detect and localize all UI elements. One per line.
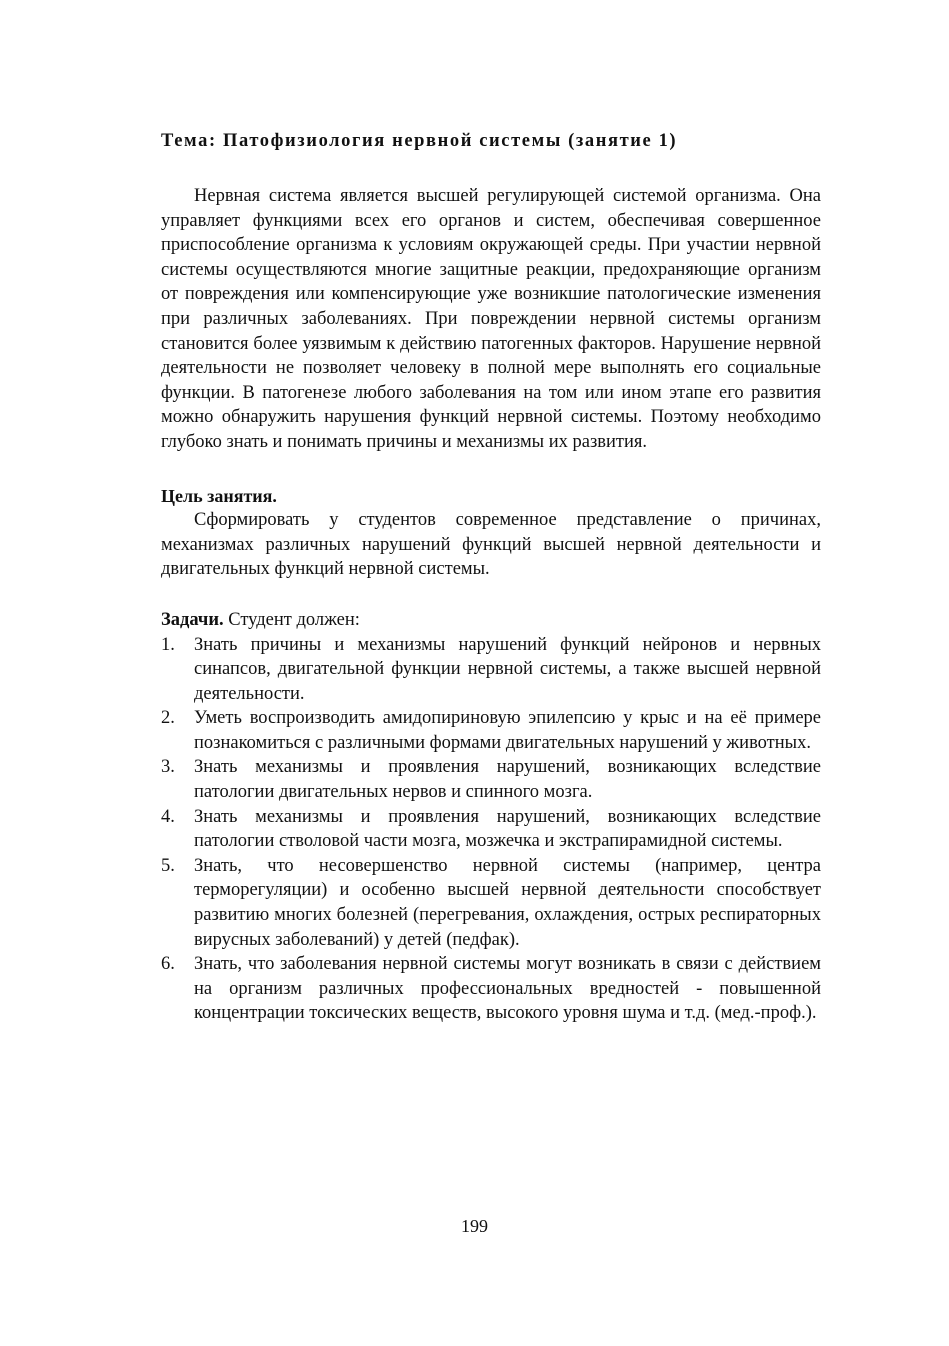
task-number: 6. bbox=[161, 954, 175, 975]
task-number: 3. bbox=[161, 757, 175, 778]
tasks-subheading: Студент должен: bbox=[228, 609, 360, 630]
tasks-list bbox=[161, 633, 821, 1027]
task-number: 2. bbox=[161, 708, 175, 729]
task-text: Знать, что несовершенство нервной системы (например, центра терморегуляции) и особенно высшей нервной деятельности способствует развитию многих болезней (перегревания, охлаждения, острых респираторных вирусных заболеваний) у детей (педфак). bbox=[194, 855, 821, 950]
task-item bbox=[161, 755, 821, 804]
task-item bbox=[161, 952, 821, 1026]
task-item bbox=[161, 633, 821, 707]
goal-heading: Цель занятия. bbox=[161, 485, 277, 506]
task-text: Знать, что заболевания нервной системы могут возникать в связи с действием на организм различных профессиональных вредностей - повышенной концентрации токсических веществ, высокого уровня шума и т.д. (мед.-проф.). bbox=[194, 954, 821, 1024]
task-item bbox=[161, 854, 821, 952]
page-title: Тема: Патофизиология нервной системы (занятие 1) bbox=[161, 131, 678, 151]
page-content bbox=[161, 128, 821, 1026]
task-number: 1. bbox=[161, 634, 175, 655]
task-number: 5. bbox=[161, 855, 175, 876]
task-number: 4. bbox=[161, 806, 175, 827]
page-number: 199 bbox=[461, 1216, 488, 1236]
task-item bbox=[161, 805, 821, 854]
tasks-heading bbox=[161, 608, 821, 633]
intro-paragraph: Нервная система является высшей регулирующей системой организма. Она управляет функциями всех его органов и систем, обеспечивая совершенное приспособление организма к условиям окружающей среды. При участии нервной системы осуществляются многие защитные реакции, предохраняющие организм от повреждения или компенсирующие уже возникшие патологические изменения при различных заболеваниях. При повреждении нервной системы организм становится более уязвимым к действию патогенных факторов. Нарушение нервной деятельности не позволяет человеку в полной мере выполнять его социальные функции. В патогенезе любого заболевания на том или ином этапе его развития можно обнаружить нарушения функций нервной системы. Поэтому необходимо глубоко знать и понимать причины и механизмы их развития. bbox=[161, 186, 821, 452]
task-text: Знать механизмы и проявления нарушений, возникающих вследствие патологии стволовой части мозга, мозжечка и экстрапирамидной системы. bbox=[194, 806, 821, 852]
task-text: Знать механизмы и проявления нарушений, возникающих вследствие патологии двигательных нервов и спинного мозга. bbox=[194, 757, 821, 803]
task-item bbox=[161, 706, 821, 755]
task-text: Уметь воспроизводить амидопириновую эпилепсию у крыс и на её примере познакомиться с различными формами двигательных нарушений у животных. bbox=[194, 708, 821, 753]
task-text: Знать причины и механизмы нарушений функций нейронов и нервных синапсов, двигательной функции нервной системы, а также высшей нервной деятельности. bbox=[194, 634, 821, 704]
tasks-heading-label: Задачи. bbox=[161, 609, 224, 630]
goal-paragraph: Сформировать у студентов современное представление о причинах, механизмах различных нарушений функций высшей нервной деятельности и двигательных функций нервной системы. bbox=[161, 510, 821, 580]
